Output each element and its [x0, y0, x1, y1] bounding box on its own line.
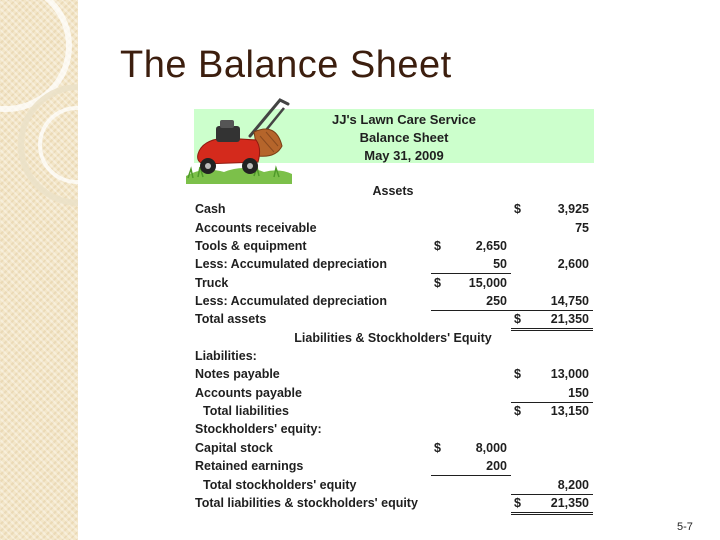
table-row: Tools & equipment $ 2,650: [195, 239, 507, 254]
row-label: Cash: [195, 202, 226, 217]
row-label: Tools & equipment: [195, 239, 307, 254]
row-label: Accounts payable: [195, 385, 302, 400]
row-label: Capital stock: [195, 440, 273, 455]
section-heading-assets: Assets: [372, 184, 414, 198]
table-row: Accounts receivable 75: [195, 220, 589, 235]
balance-sheet-table: [193, 182, 595, 512]
row-label: Stockholders' equity:: [195, 422, 322, 437]
row-label: Truck: [195, 275, 229, 290]
table-row: Capital stock $ 8,000: [195, 440, 507, 455]
row-label: Total liabilities: [203, 404, 289, 419]
row-label: Total assets: [195, 312, 267, 327]
table-row: Total liabilities & stockholders' equity $ 21,350: [193, 494, 595, 512]
table-row: Less: Accumulated depreciation 250 14,750: [193, 292, 595, 310]
statement-name: Balance Sheet: [359, 130, 449, 145]
table-row: [193, 347, 595, 365]
table-row: Accounts payable 150: [193, 384, 595, 402]
row-label: Liabilities:: [195, 349, 257, 364]
row-label: Notes payable: [195, 367, 280, 382]
row-label: Total liabilities & stockholders' equity: [195, 495, 418, 510]
table-row: Notes payable $ 13,000: [195, 367, 589, 382]
section-heading-liabilities: Liabilities & Stockholders' Equity: [294, 330, 492, 345]
table-row: Retained earnings 200: [193, 457, 595, 475]
row-label: Total stockholders' equity: [203, 477, 357, 492]
row-label: Retained earnings: [195, 459, 304, 474]
slide-title: The Balance Sheet: [120, 44, 452, 86]
row-label: Less: Accumulated depreciation: [195, 257, 387, 272]
statement-date: May 31, 2009: [364, 148, 444, 163]
lawn-mower-icon: [184, 92, 294, 184]
table-row: Total liabilities $ 13,150: [203, 404, 589, 419]
row-label: Accounts receivable: [195, 220, 317, 235]
table-row: Less: Accumulated depreciation 50 2,600: [193, 255, 595, 273]
table-row: Truck $ 15,000: [195, 275, 507, 290]
table-row: Cash $ 3,925: [195, 202, 589, 217]
table-row: Total stockholders' equity 8,200: [193, 476, 595, 494]
decorative-side-strip: [0, 0, 78, 540]
company-name: JJ's Lawn Care Service: [331, 112, 476, 127]
table-row: [193, 420, 595, 438]
page-number: 5-7: [677, 521, 693, 533]
table-row: Total assets $ 21,350: [193, 310, 595, 328]
row-label: Less: Accumulated depreciation: [195, 294, 387, 309]
